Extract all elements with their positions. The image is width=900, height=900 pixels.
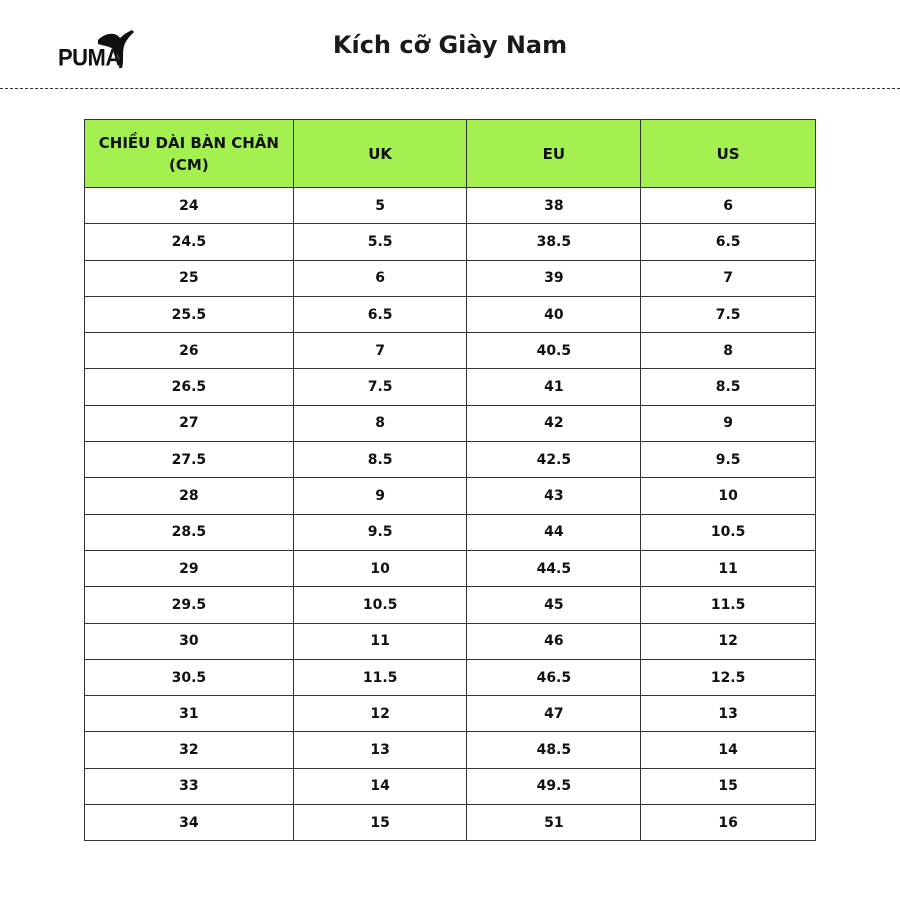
cell-cm: 30 bbox=[85, 623, 294, 659]
cell-eu: 43 bbox=[467, 478, 641, 514]
cell-cm: 28 bbox=[85, 478, 294, 514]
table-row bbox=[85, 333, 816, 369]
cell-uk: 6 bbox=[293, 260, 467, 296]
cell-cm: 30.5 bbox=[85, 659, 294, 695]
cell-us: 11 bbox=[641, 550, 816, 586]
cell-cm: 24.5 bbox=[85, 224, 294, 260]
cell-eu: 41 bbox=[467, 369, 641, 405]
cell-cm: 27 bbox=[85, 405, 294, 441]
cell-us: 12.5 bbox=[641, 659, 816, 695]
cell-us: 9.5 bbox=[641, 442, 816, 478]
table-row bbox=[85, 442, 816, 478]
header-us: US bbox=[641, 120, 816, 188]
cell-eu: 40.5 bbox=[467, 333, 641, 369]
cell-uk: 9 bbox=[293, 478, 467, 514]
cell-uk: 12 bbox=[293, 696, 467, 732]
cell-us: 7 bbox=[641, 260, 816, 296]
cell-eu: 38.5 bbox=[467, 224, 641, 260]
cell-eu: 45 bbox=[467, 587, 641, 623]
title-text: Kích cỡ Giày Nam bbox=[332, 31, 568, 59]
cell-cm: 27.5 bbox=[85, 442, 294, 478]
cell-uk: 15 bbox=[293, 805, 467, 841]
cell-uk: 14 bbox=[293, 768, 467, 804]
cell-eu: 46 bbox=[467, 623, 641, 659]
cell-us: 9 bbox=[641, 405, 816, 441]
cell-us: 10.5 bbox=[641, 514, 816, 550]
header-foot-length: CHIỀU DÀI BÀN CHÂN (CM) bbox=[85, 120, 294, 188]
cell-eu: 42 bbox=[467, 405, 641, 441]
cell-us: 11.5 bbox=[641, 587, 816, 623]
cell-uk: 6.5 bbox=[293, 296, 467, 332]
cell-cm: 33 bbox=[85, 768, 294, 804]
table-row bbox=[85, 696, 816, 732]
cell-us: 7.5 bbox=[641, 296, 816, 332]
cell-uk: 7.5 bbox=[293, 369, 467, 405]
cell-eu: 40 bbox=[467, 296, 641, 332]
cell-uk: 5.5 bbox=[293, 224, 467, 260]
cell-us: 10 bbox=[641, 478, 816, 514]
table-row bbox=[85, 260, 816, 296]
table-row bbox=[85, 550, 816, 586]
cell-us: 14 bbox=[641, 732, 816, 768]
logo-text: PUMA bbox=[58, 43, 121, 71]
page-title bbox=[0, 31, 900, 59]
cell-eu: 46.5 bbox=[467, 659, 641, 695]
cell-eu: 38 bbox=[467, 188, 641, 224]
table-row bbox=[85, 623, 816, 659]
cell-cm: 31 bbox=[85, 696, 294, 732]
cell-cm: 32 bbox=[85, 732, 294, 768]
cell-eu: 42.5 bbox=[467, 442, 641, 478]
size-chart-table bbox=[84, 119, 816, 841]
cell-us: 13 bbox=[641, 696, 816, 732]
cell-uk: 10 bbox=[293, 550, 467, 586]
cell-eu: 51 bbox=[467, 805, 641, 841]
cell-eu: 44 bbox=[467, 514, 641, 550]
cell-us: 6.5 bbox=[641, 224, 816, 260]
cell-uk: 11 bbox=[293, 623, 467, 659]
table-row bbox=[85, 659, 816, 695]
header-eu: EU bbox=[467, 120, 641, 188]
cell-cm: 24 bbox=[85, 188, 294, 224]
cell-eu: 49.5 bbox=[467, 768, 641, 804]
table-row bbox=[85, 224, 816, 260]
table-row bbox=[85, 768, 816, 804]
dashed-divider bbox=[0, 88, 900, 89]
cell-uk: 7 bbox=[293, 333, 467, 369]
table-row bbox=[85, 732, 816, 768]
cell-eu: 39 bbox=[467, 260, 641, 296]
cell-eu: 48.5 bbox=[467, 732, 641, 768]
cell-uk: 8.5 bbox=[293, 442, 467, 478]
cell-uk: 13 bbox=[293, 732, 467, 768]
table-row bbox=[85, 478, 816, 514]
table-row bbox=[85, 587, 816, 623]
cell-cm: 28.5 bbox=[85, 514, 294, 550]
cell-us: 8.5 bbox=[641, 369, 816, 405]
cell-us: 16 bbox=[641, 805, 816, 841]
cell-cm: 29.5 bbox=[85, 587, 294, 623]
cell-eu: 44.5 bbox=[467, 550, 641, 586]
cell-uk: 8 bbox=[293, 405, 467, 441]
cell-us: 12 bbox=[641, 623, 816, 659]
cell-cm: 25.5 bbox=[85, 296, 294, 332]
cell-cm: 26.5 bbox=[85, 369, 294, 405]
cell-us: 8 bbox=[641, 333, 816, 369]
cell-cm: 26 bbox=[85, 333, 294, 369]
table-row bbox=[85, 405, 816, 441]
table-row bbox=[85, 369, 816, 405]
cell-cm: 29 bbox=[85, 550, 294, 586]
header-uk: UK bbox=[293, 120, 467, 188]
cell-cm: 34 bbox=[85, 805, 294, 841]
table-row bbox=[85, 188, 816, 224]
cell-uk: 10.5 bbox=[293, 587, 467, 623]
table-header-row bbox=[85, 120, 816, 188]
cell-cm: 25 bbox=[85, 260, 294, 296]
cell-uk: 5 bbox=[293, 188, 467, 224]
cell-uk: 9.5 bbox=[293, 514, 467, 550]
cell-eu: 47 bbox=[467, 696, 641, 732]
table-row bbox=[85, 805, 816, 841]
table-row bbox=[85, 514, 816, 550]
cell-uk: 11.5 bbox=[293, 659, 467, 695]
cell-us: 15 bbox=[641, 768, 816, 804]
cell-us: 6 bbox=[641, 188, 816, 224]
table-row bbox=[85, 296, 816, 332]
